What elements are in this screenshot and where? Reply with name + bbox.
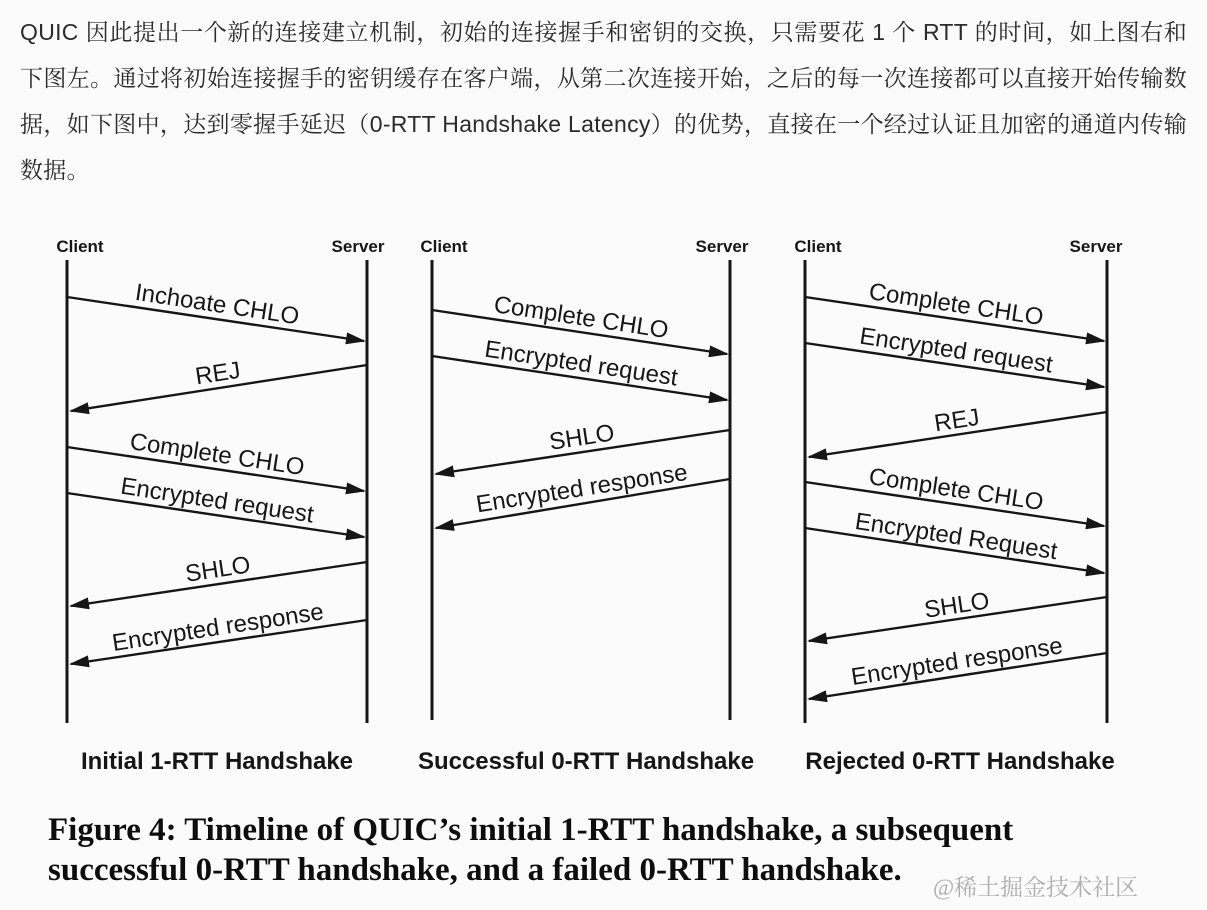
figure-caption-line2: successful 0-RTT handshake, and a failed 0-RTT handshake. xyxy=(48,852,902,888)
message-label: Encrypted Request xyxy=(853,507,1060,566)
server-label: Server xyxy=(695,237,749,256)
message-label: REJ xyxy=(193,356,243,391)
figure-caption xyxy=(48,810,1013,890)
client-label: Client xyxy=(794,237,842,256)
message-label: SHLO xyxy=(183,551,253,588)
message-label: Complete CHLO xyxy=(867,278,1046,332)
message-label: REJ xyxy=(932,403,982,438)
message-label: Encrypted request xyxy=(857,322,1055,379)
message-label: Encrypted response xyxy=(474,458,690,519)
server-label: Server xyxy=(331,237,385,256)
server-label: Server xyxy=(1069,237,1123,256)
diagram-title: Initial 1-RTT Handshake xyxy=(80,748,354,775)
message-label: Complete CHLO xyxy=(492,291,671,345)
figure-caption-line1: Figure 4: Timeline of QUIC’s initial 1-RTT handshake, a subsequent xyxy=(48,812,1014,848)
handshake-timeline-figure xyxy=(0,228,1207,788)
diagram-title: Rejected 0-RTT Handshake xyxy=(805,748,1115,775)
message-label: Inchoate CHLO xyxy=(133,278,301,331)
intro-paragraph: QUIC 因此提出一个新的连接建立机制，初始的连接握手和密钥的交换，只需要花 1 个 RTT 的时间，如上图右和下图左。通过将初始连接握手的密钥缓存在客户端，从第二次连接开始，之后的每一次连接都可以直接开始传输数据，如下图中，达到零握手延迟（0-RTT Handshake Latency）的优势，直接在一个经过认证且加密的通道内传输数据。 xyxy=(20,19,1187,183)
diagram-rejected-0rtt xyxy=(794,237,1122,775)
diagram-title: Successful 0-RTT Handshake xyxy=(417,748,755,775)
message-label: SHLO xyxy=(547,419,617,456)
diagram-initial-1rtt xyxy=(56,237,384,775)
client-label: Client xyxy=(56,237,104,256)
watermark: @稀土掘金技术社区 xyxy=(933,875,1139,900)
diagram-successful-0rtt xyxy=(418,237,754,775)
message-label: Complete CHLO xyxy=(128,428,307,482)
message-label: Encrypted response xyxy=(110,598,326,657)
message-label: Complete CHLO xyxy=(867,463,1046,517)
message-label: Encrypted request xyxy=(118,472,316,529)
message-label: Encrypted request xyxy=(482,335,680,392)
message-label: SHLO xyxy=(922,587,992,624)
client-label: Client xyxy=(420,237,468,256)
message-label: Encrypted response xyxy=(849,632,1065,691)
